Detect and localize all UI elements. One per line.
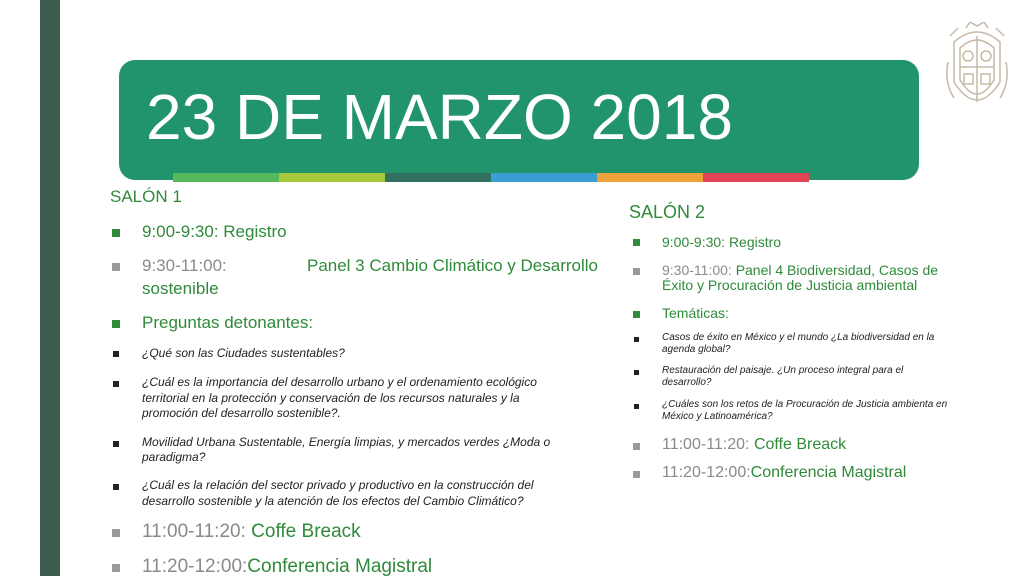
- tematicas-heading: Temáticas:: [662, 305, 729, 321]
- topic-1-line-2: agenda global?: [662, 344, 731, 355]
- bullet-icon: [113, 351, 119, 357]
- topic-1-line-1: Casos de éxito en México y el mundo ¿La biodiversidad en la: [662, 332, 935, 343]
- coffee-time: 11:00-11:20:: [662, 436, 750, 453]
- bullet-icon: [633, 443, 640, 450]
- stripe-segment: [385, 173, 491, 182]
- bullet-icon: [633, 471, 640, 478]
- bullet-icon: [112, 263, 120, 271]
- coffee-time: 11:00-11:20:: [142, 521, 246, 542]
- panel-item: [662, 262, 938, 278]
- registro-item: 9:00-9:30: Registro: [662, 234, 782, 250]
- bullet-icon: [112, 529, 120, 537]
- stripe-segment: [703, 173, 809, 182]
- topic-2-line-1: Restauración del paisaje. ¿Un proceso integral para el: [662, 365, 904, 376]
- panel-item: [142, 256, 598, 276]
- conference-item: [662, 464, 906, 482]
- question-4-line-2: desarrollo sostenible y la atención de los efectos del Cambio Climático?: [142, 494, 524, 508]
- conference-time: 11:20-12:00:: [662, 464, 751, 481]
- conference-text: Conferencia Magistral: [247, 556, 433, 577]
- stripe-segment: [279, 173, 385, 182]
- bullet-icon: [112, 564, 120, 572]
- bullet-icon: [634, 370, 639, 375]
- conference-item: [142, 556, 432, 578]
- bullet-icon: [113, 484, 119, 490]
- bullet-icon: [633, 239, 640, 246]
- question-3-line-2: paradigma?: [142, 450, 206, 464]
- page-title: 23 DE MARZO 2018: [146, 81, 733, 153]
- coffee-item: [142, 521, 361, 543]
- bullet-icon: [634, 337, 639, 342]
- topic-3-line-2: México y Latinoamérica?: [662, 411, 773, 422]
- question-2-line-3: promoción del desarrollo sostenible?.: [142, 406, 341, 420]
- coffee-text: Coffe Breack: [753, 436, 847, 453]
- stripe-segment: [597, 173, 703, 182]
- color-stripe: [173, 173, 809, 182]
- topic-3-line-1: ¿Cuáles son los retos de la Procuración de Justicia ambienta en: [662, 399, 948, 410]
- left-accent-bar: [40, 0, 60, 576]
- registro-item: 9:00-9:30: Registro: [142, 222, 287, 241]
- coffee-text: Coffe Breack: [251, 521, 361, 542]
- bullet-icon: [113, 381, 119, 387]
- panel-title-line-1: Panel 3 Cambio Climático y Desarrollo: [306, 256, 598, 275]
- salon-2-heading: SALÓN 2: [629, 202, 706, 222]
- salon-1-heading: SALÓN 1: [110, 187, 182, 206]
- bullet-icon: [633, 311, 640, 318]
- question-2-line-1: ¿Cuál es la importancia del desarrollo urbano y el ordenamiento ecológico: [142, 375, 537, 389]
- panel-title-line-2: Éxito y Procuración de Justicia ambiental: [662, 277, 918, 293]
- bullet-icon: [633, 268, 640, 275]
- bullet-icon: [113, 441, 119, 447]
- panel-title-line-1: Panel 4 Biodiversidad, Casos de: [735, 262, 939, 278]
- stripe-segment: [491, 173, 597, 182]
- question-3-line-1: Movilidad Urbana Sustentable, Energía limpias, y mercados verdes ¿Moda o: [142, 435, 551, 449]
- panel-time: 9:30-11:00:: [662, 262, 732, 278]
- stripe-segment: [173, 173, 279, 182]
- question-4-line-1: ¿Cuál es la relación del sector privado y productivo en la construcción del: [142, 478, 534, 492]
- preguntas-heading: Preguntas detonantes:: [142, 313, 314, 332]
- panel-time: 9:30-11:00:: [142, 256, 227, 275]
- question-1: ¿Qué son las Ciudades sustentables?: [142, 346, 345, 360]
- coffee-item: [662, 436, 846, 454]
- bullet-icon: [112, 320, 120, 328]
- question-2-line-2: territorial en la protección y conservación de los recursos naturales y la: [142, 391, 520, 405]
- coat-of-arms-icon: [944, 22, 1010, 122]
- topic-2-line-2: desarrollo?: [662, 377, 712, 388]
- panel-title-line-2: sostenible: [142, 279, 219, 298]
- bullet-icon: [634, 404, 639, 409]
- conference-text: Conferencia Magistral: [750, 464, 907, 481]
- bullet-icon: [112, 229, 120, 237]
- conference-time: 11:20-12:00:: [142, 556, 248, 577]
